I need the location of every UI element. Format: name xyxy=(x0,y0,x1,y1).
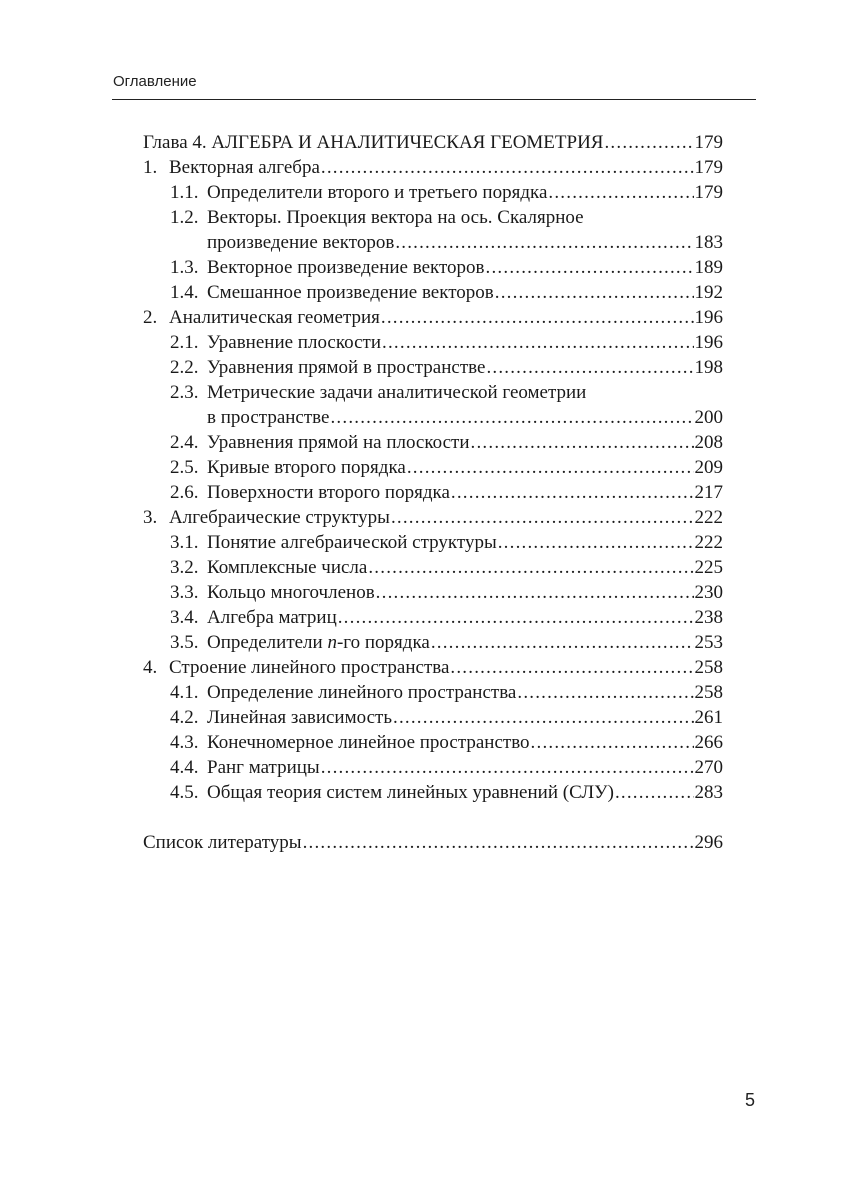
toc-section-page: 179 xyxy=(694,157,723,178)
toc-subsection-title-suffix: -го порядка xyxy=(336,632,430,653)
toc-bibliography[interactable] xyxy=(143,830,723,855)
toc-subsection-page: 196 xyxy=(694,332,723,353)
dot-leader xyxy=(498,530,694,555)
toc-subsection-page: 258 xyxy=(694,682,723,703)
toc-subsection-title: Векторное произведение векторов xyxy=(207,257,485,278)
dot-leader xyxy=(471,430,694,455)
toc-subsection[interactable] xyxy=(143,330,723,355)
header-rule xyxy=(112,99,756,100)
toc-subsection-title: Конечномерное линейное пространство xyxy=(207,732,530,753)
toc-subsection-number: 4.5. xyxy=(170,782,199,803)
toc-subsection-continuation[interactable] xyxy=(143,230,723,255)
toc-subsection-number: 3.5. xyxy=(170,632,199,653)
dot-leader xyxy=(376,580,694,605)
dot-leader xyxy=(303,830,694,855)
toc-subsection[interactable] xyxy=(143,580,723,605)
toc-subsection-number: 3.3. xyxy=(170,582,199,603)
toc-section-number: 2. xyxy=(143,307,158,328)
toc-subsection-title xyxy=(207,630,430,655)
toc-subsection-title: Уравнения прямой в пространстве xyxy=(207,357,486,378)
toc-subsection-title-italic: n xyxy=(327,632,337,653)
toc-subsection-number: 2.6. xyxy=(170,482,199,503)
dot-leader xyxy=(517,680,693,705)
toc-subsection[interactable] xyxy=(143,205,723,230)
toc-subsection-title: Поверхности второго порядка xyxy=(207,482,450,503)
toc-subsection-number: 4.3. xyxy=(170,732,199,753)
toc-subsection[interactable] xyxy=(143,705,723,730)
toc-subsection-page: 179 xyxy=(694,182,723,203)
toc-subsection-page: 208 xyxy=(694,432,723,453)
dot-leader xyxy=(330,405,693,430)
toc-section-title: Строение линейного пространства xyxy=(169,657,450,678)
toc-subsection-number: 1.4. xyxy=(170,282,199,303)
toc-section-title: Алгебраические структуры xyxy=(169,507,390,528)
dot-leader xyxy=(382,330,693,355)
toc-subsection-title-continuation: произведение векторов xyxy=(207,232,395,253)
dot-leader xyxy=(381,305,694,330)
toc-subsection[interactable] xyxy=(143,355,723,380)
toc-subsection[interactable] xyxy=(143,780,723,805)
dot-leader xyxy=(531,730,694,755)
toc-subsection-title: Определители второго и третьего порядка xyxy=(207,182,548,203)
dot-leader xyxy=(495,280,694,305)
toc-subsection[interactable] xyxy=(143,680,723,705)
toc-subsection[interactable] xyxy=(143,255,723,280)
dot-leader xyxy=(431,630,694,655)
toc-subsection-page: 222 xyxy=(694,532,723,553)
toc-subsection-page: 230 xyxy=(694,582,723,603)
toc-section-page: 258 xyxy=(694,657,723,678)
toc-subsection-number: 3.1. xyxy=(170,532,199,553)
toc-subsection-number: 2.2. xyxy=(170,357,199,378)
toc-section[interactable] xyxy=(143,505,723,530)
toc-subsection-title: Комплексные числа xyxy=(207,557,368,578)
toc-subsection-title: Общая теория систем линейных уравнений (СЛУ) xyxy=(207,782,614,803)
toc-subsection-title-continuation: в пространстве xyxy=(207,407,330,428)
toc-subsection-page: 217 xyxy=(694,482,723,503)
toc-subsection-number: 1.3. xyxy=(170,257,199,278)
toc-subsection-title: Уравнения прямой на плоскости xyxy=(207,432,470,453)
toc-section-title: Векторная алгебра xyxy=(169,157,320,178)
dot-leader xyxy=(604,130,693,155)
toc-subsection-title: Алгебра матриц xyxy=(207,607,337,628)
toc-subsection-page: 198 xyxy=(694,357,723,378)
toc-section-title: Аналитическая геометрия xyxy=(169,307,380,328)
dot-leader xyxy=(395,230,693,255)
dot-leader xyxy=(393,705,694,730)
toc-subsection[interactable] xyxy=(143,530,723,555)
toc-subsection-page: 266 xyxy=(694,732,723,753)
toc-subsection[interactable] xyxy=(143,630,723,655)
toc-subsection-number: 2.4. xyxy=(170,432,199,453)
toc-subsection-number: 2.1. xyxy=(170,332,199,353)
dot-leader xyxy=(486,255,694,280)
dot-leader xyxy=(451,480,694,505)
toc-subsection-page: 270 xyxy=(694,757,723,778)
toc-subsection-number: 4.1. xyxy=(170,682,199,703)
toc-subsection-title: Ранг матрицы xyxy=(207,757,320,778)
toc-subsection[interactable] xyxy=(143,180,723,205)
toc-subsection[interactable] xyxy=(143,455,723,480)
toc-section-page: 196 xyxy=(694,307,723,328)
toc-section-number: 4. xyxy=(143,657,158,678)
toc-chapter-title: Глава 4. АЛГЕБРА И АНАЛИТИЧЕСКАЯ ГЕОМЕТРИЯ xyxy=(143,132,604,153)
toc-bibliography-title: Список литературы xyxy=(143,832,302,853)
toc-subsection-page: 253 xyxy=(694,632,723,653)
toc-subsection-number: 2.5. xyxy=(170,457,199,478)
dot-leader xyxy=(450,655,693,680)
toc-chapter[interactable] xyxy=(143,130,723,155)
toc-spacer xyxy=(143,805,723,830)
toc-subsection-page: 225 xyxy=(694,557,723,578)
toc-subsection-title: Векторы. Проекция вектора на ось. Скалярное xyxy=(207,207,584,228)
toc-section[interactable] xyxy=(143,305,723,330)
toc-subsection-page: 209 xyxy=(694,457,723,478)
dot-leader xyxy=(321,755,694,780)
toc-subsection-number: 1.1. xyxy=(170,182,199,203)
toc-chapter-page: 179 xyxy=(694,132,723,153)
toc-subsection-page: 238 xyxy=(694,607,723,628)
toc-subsection-number: 2.3. xyxy=(170,382,199,403)
toc-subsection[interactable] xyxy=(143,555,723,580)
toc-subsection[interactable] xyxy=(143,430,723,455)
toc-subsection-title: Смешанное произведение векторов xyxy=(207,282,494,303)
toc-section[interactable] xyxy=(143,655,723,680)
dot-leader xyxy=(407,455,694,480)
toc-subsection-page: 192 xyxy=(694,282,723,303)
toc-subsection-title: Определение линейного пространства xyxy=(207,682,517,703)
toc-subsection-title: Линейная зависимость xyxy=(207,707,392,728)
toc-subsection[interactable] xyxy=(143,380,723,405)
toc-subsection[interactable] xyxy=(143,730,723,755)
dot-leader xyxy=(338,605,694,630)
toc-subsection-title: Понятие алгебраической структуры xyxy=(207,532,497,553)
table-of-contents xyxy=(143,130,723,855)
toc-section-page: 222 xyxy=(694,507,723,528)
dot-leader xyxy=(368,555,693,580)
toc-subsection[interactable] xyxy=(143,605,723,630)
page-number: 5 xyxy=(745,1090,756,1110)
toc-section-number: 1. xyxy=(143,157,158,178)
dot-leader xyxy=(548,180,693,205)
toc-subsection[interactable] xyxy=(143,280,723,305)
toc-section[interactable] xyxy=(143,155,723,180)
toc-subsection-title: Кривые второго порядка xyxy=(207,457,406,478)
toc-subsection-number: 3.2. xyxy=(170,557,199,578)
toc-subsection-page: 200 xyxy=(694,407,723,428)
dot-leader xyxy=(615,780,694,805)
toc-subsection-page: 261 xyxy=(694,707,723,728)
dot-leader xyxy=(391,505,694,530)
toc-subsection-number: 4.4. xyxy=(170,757,199,778)
toc-section-number: 3. xyxy=(143,507,158,528)
running-head: Оглавление xyxy=(113,73,197,90)
toc-subsection-title-prefix: Определители xyxy=(207,632,328,653)
toc-subsection-page: 183 xyxy=(694,232,723,253)
toc-subsection-title: Кольцо многочленов xyxy=(207,582,375,603)
dot-leader xyxy=(321,155,694,180)
toc-subsection-number: 3.4. xyxy=(170,607,199,628)
toc-subsection-title: Метрические задачи аналитической геометрии xyxy=(207,382,587,403)
toc-subsection-page: 189 xyxy=(694,257,723,278)
toc-subsection-page: 283 xyxy=(694,782,723,803)
toc-subsection-number: 4.2. xyxy=(170,707,199,728)
toc-subsection[interactable] xyxy=(143,755,723,780)
toc-subsection-title: Уравнение плоскости xyxy=(207,332,382,353)
toc-subsection-continuation[interactable] xyxy=(143,405,723,430)
toc-bibliography-page: 296 xyxy=(694,832,723,853)
dot-leader xyxy=(486,355,693,380)
toc-subsection[interactable] xyxy=(143,480,723,505)
toc-subsection-number: 1.2. xyxy=(170,207,199,228)
